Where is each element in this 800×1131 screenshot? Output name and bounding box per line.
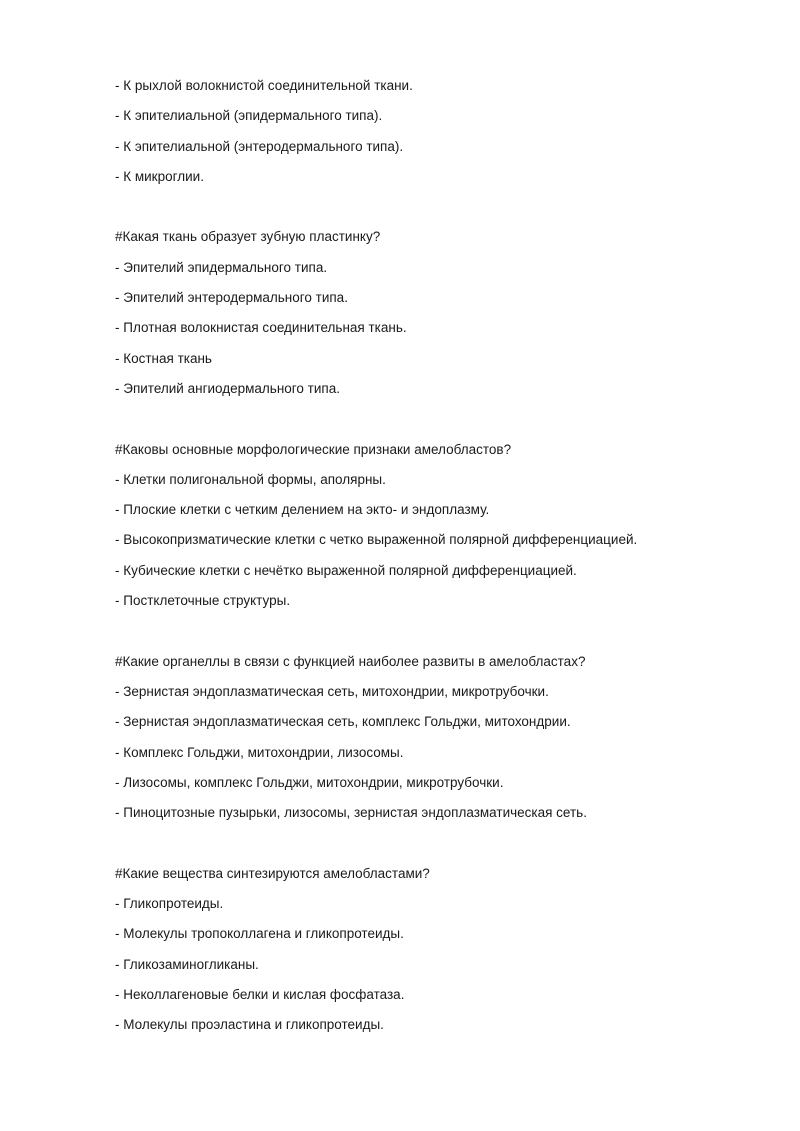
answer-option: - Комплекс Гольджи, митохондрии, лизосомы. (115, 744, 404, 760)
answer-option: - Эпителий эпидермального типа. (115, 259, 328, 275)
question-block (115, 647, 740, 829)
question-block (115, 435, 740, 617)
spacer (115, 828, 740, 858)
answer-option: - Неколлагеновые белки и кислая фосфатаза. (115, 986, 405, 1002)
question-text: #Какая ткань образует зубную пластинку? (115, 229, 381, 245)
spacer (115, 616, 740, 646)
question-text: #Каковы основные морфологические признаки амелобластов? (115, 441, 512, 457)
answer-option: - К рыхлой волокнистой соединительной ткани. (115, 78, 413, 93)
answer-option: - Высокопризматические клетки с четко выраженной полярной дифференциацией. (115, 532, 638, 548)
question-text: #Какие органеллы в связи с функцией наиболее развиты в амелобластах? (115, 653, 586, 669)
question-block (115, 222, 740, 404)
answer-option: - Костная ткань (115, 350, 212, 366)
question-block (115, 859, 740, 1041)
answer-option: - Кубические клетки с нечётко выраженной полярной дифференциацией. (115, 562, 577, 578)
answer-option: - Зернистая эндоплазматическая сеть, митохондрии, микротрубочки. (115, 683, 549, 699)
answer-option: - К микроглии. (115, 168, 204, 184)
answer-option: - Постклеточные структуры. (115, 593, 291, 609)
answer-option: - Зернистая эндоплазматическая сеть, комплекс Гольджи, митохондрии. (115, 714, 571, 730)
answer-option: - Пиноцитозные пузырьки, лизосомы, зернистая эндоплазматическая сеть. (115, 805, 587, 821)
answer-option: - Эпителий ангиодермального типа. (115, 380, 340, 396)
answer-option: - Плотная волокнистая соединительная ткань. (115, 320, 407, 336)
spacer (115, 192, 740, 222)
answer-option: - Молекулы тропоколлагена и гликопротеиды. (115, 926, 404, 942)
answer-options-continued (115, 71, 740, 192)
answer-option: - К эпителиальной (эпидермального типа). (115, 108, 383, 124)
answer-option: - Лизосомы, комплекс Гольджи, митохондрии, микротрубочки. (115, 774, 504, 790)
answer-option: - Гликопротеиды. (115, 896, 224, 912)
answer-option: - Гликозаминогликаны. (115, 956, 259, 972)
answer-option: - Молекулы проэластина и гликопротеиды. (115, 1017, 384, 1033)
question-text: #Какие вещества синтезируются амелобластами? (115, 865, 430, 881)
spacer (115, 404, 740, 434)
answer-option: - Клетки полигональной формы, аполярны. (115, 471, 386, 487)
answer-option: - Эпителий энтеродермального типа. (115, 290, 348, 306)
answer-option: - Плоские клетки с четким делением на экто- и эндоплазму. (115, 502, 490, 518)
answer-option: - К эпителиальной (энтеродермального типа). (115, 138, 404, 154)
